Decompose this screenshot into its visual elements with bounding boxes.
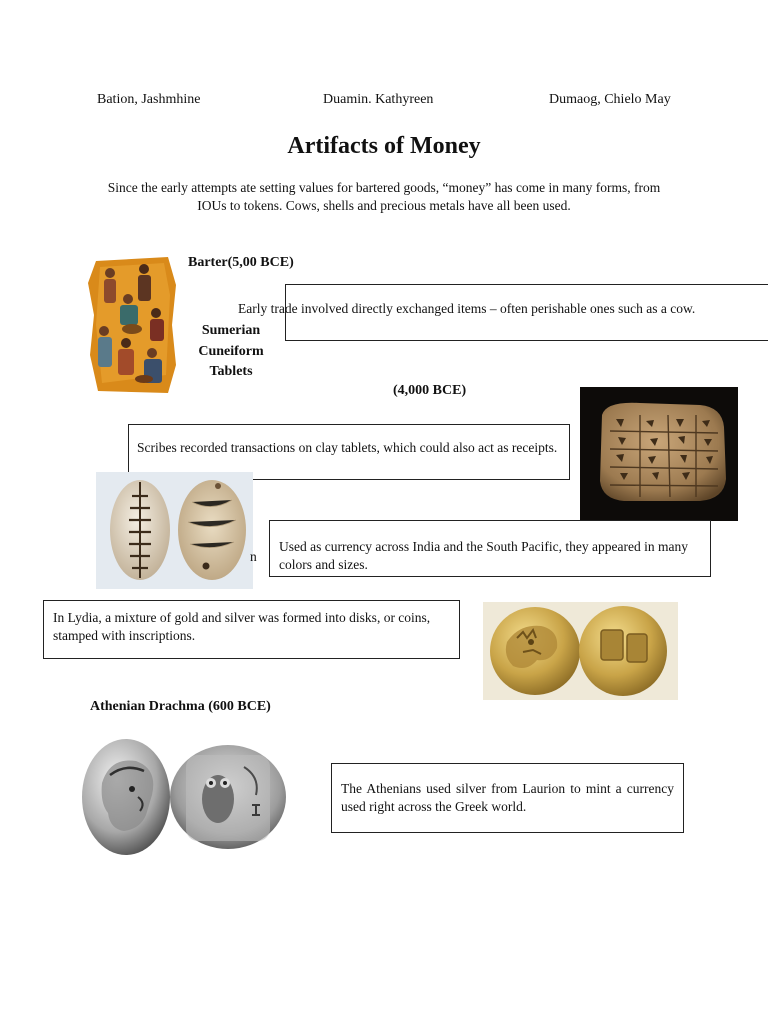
barter-illustration (88, 255, 178, 395)
barter-heading: Barter(5,00 BCE) (188, 255, 294, 270)
lydian-coins-image (483, 602, 678, 700)
lydia-text: In Lydia, a mixture of gold and silver was formed into disks, or coins, stamped with inscriptions. (53, 610, 431, 643)
athenian-text: The Athenians used silver from Laurion to mint a currency used right across the Greek world. (341, 781, 674, 814)
sumerian-heading-line3: Tablets (209, 364, 253, 379)
sumerian-heading (195, 321, 267, 383)
intro-paragraph: Since the early attempts ate setting values for bartered goods, “money” has come in many forms, from IOUs to tokens. Cows, shells and precious metals have all been used. (107, 180, 661, 213)
athenian-drachma-image (80, 733, 290, 858)
cowrie-shell-image (96, 472, 253, 589)
sumerian-heading-line1: Sumerian (201, 323, 261, 338)
author-1: Bation, Jashmhine (97, 92, 201, 107)
athenian-text-box (331, 763, 684, 833)
author-2: Duamin. Kathyreen (323, 92, 434, 107)
sumerian-text: Scribes recorded transactions on clay tablets, which could also act as receipts. (137, 440, 558, 455)
lydia-text-box (43, 600, 460, 659)
sumerian-date: (4,000 BCE) (393, 383, 467, 398)
barter-text: Early trade involved directly exchanged items – often perishable ones such as a cow. (238, 301, 696, 316)
cowrie-fragment: n (250, 549, 257, 564)
cowrie-text: Used as currency across India and the South Pacific, they appeared in many colors and sizes. (279, 539, 688, 572)
athenian-heading: Athenian Drachma (600 BCE) (90, 699, 271, 714)
author-3: Dumaog, Chielo May (549, 92, 671, 107)
cowrie-text-box (269, 520, 711, 577)
cuneiform-tablet-image (580, 387, 738, 521)
sumerian-heading-line2: Cuneiform (198, 343, 264, 359)
page-title: Artifacts of Money (287, 133, 481, 159)
